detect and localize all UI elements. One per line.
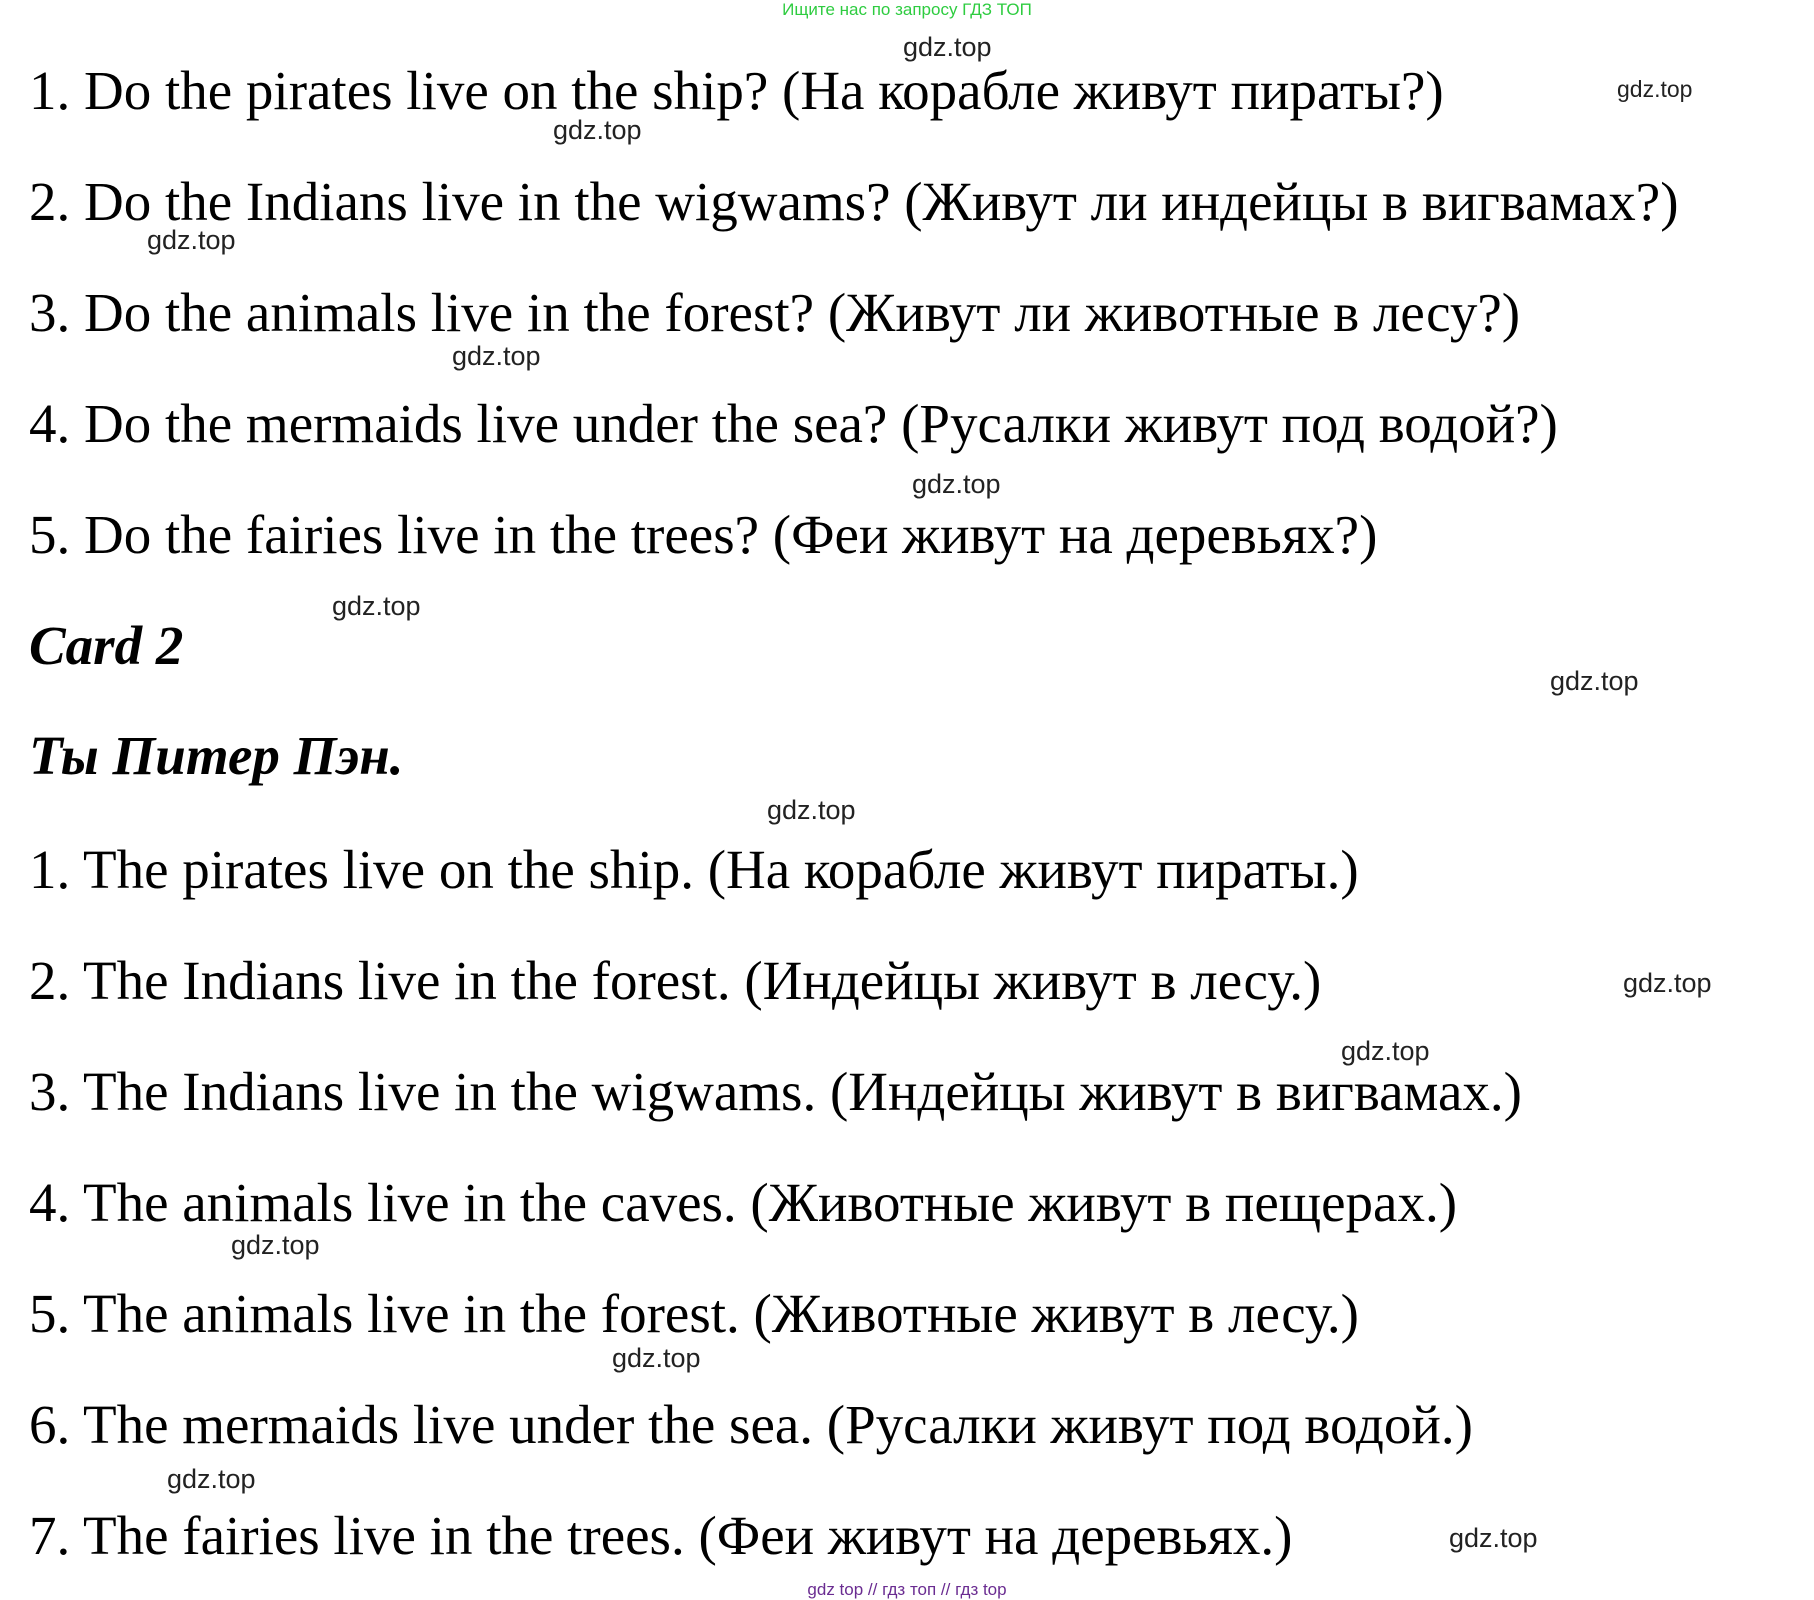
card-subtitle: Ты Питер Пэн.: [29, 725, 404, 786]
watermark: gdz.top: [767, 795, 856, 825]
watermark: gdz.top: [452, 341, 541, 371]
question-5: 5. Do the fairies live in the trees? (Феи живут на деревьях?): [29, 504, 1378, 565]
bottom-banner: gdz top // гдз топ // гдз top: [807, 1580, 1007, 1599]
question-1: 1. Do the pirates live on the ship? (На корабле живут пираты?): [29, 60, 1444, 121]
watermark: gdz.top: [612, 1343, 701, 1373]
watermark: gdz.top: [903, 32, 992, 62]
answer-5: 5. The animals live in the forest. (Животные живут в лесу.): [29, 1283, 1359, 1344]
watermark: gdz.top: [553, 115, 642, 145]
watermark: gdz.top: [1341, 1036, 1430, 1066]
question-2: 2. Do the Indians live in the wigwams? (Живут ли индейцы в вигвамах?): [29, 171, 1679, 232]
answer-3: 3. The Indians live in the wigwams. (Индейцы живут в вигвамах.): [29, 1061, 1522, 1122]
watermark: gdz.top: [332, 591, 421, 621]
question-4: 4. Do the mermaids live under the sea? (Русалки живут под водой?): [29, 393, 1558, 454]
answer-2: 2. The Indians live in the forest. (Индейцы живут в лесу.): [29, 950, 1322, 1011]
question-3: 3. Do the animals live in the forest? (Живут ли животные в лесу?): [29, 282, 1521, 343]
card-title: Card 2: [29, 615, 184, 676]
answer-7: 7. The fairies live in the trees. (Феи живут на деревьях.): [29, 1505, 1293, 1566]
answer-6: 6. The mermaids live under the sea. (Русалки живут под водой.): [29, 1394, 1473, 1455]
watermark: gdz.top: [231, 1230, 320, 1260]
top-banner: Ищите нас по запросу ГДЗ ТОП: [782, 0, 1032, 19]
answer-4: 4. The animals live in the caves. (Животные живут в пещерах.): [29, 1172, 1458, 1233]
watermark: gdz.top: [912, 469, 1001, 499]
watermark: gdz.top: [1617, 76, 1693, 102]
watermark: gdz.top: [147, 225, 236, 255]
watermark: gdz.top: [1550, 666, 1639, 696]
watermark: gdz.top: [1449, 1523, 1538, 1553]
watermark: gdz.top: [1623, 968, 1712, 998]
watermark: gdz.top: [167, 1464, 256, 1494]
answer-1: 1. The pirates live on the ship. (На корабле живут пираты.): [29, 839, 1359, 900]
